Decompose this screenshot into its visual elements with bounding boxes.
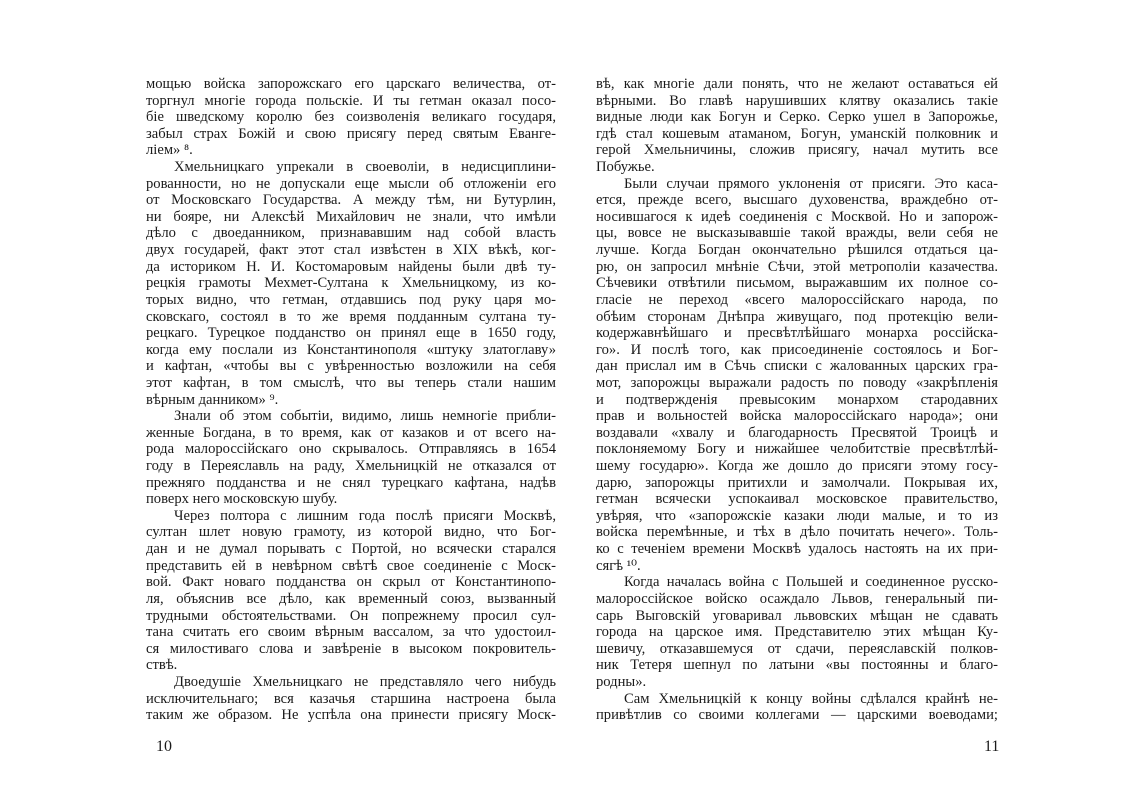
text-line: рода малороссiйскаго оно скрывалось. Отправляясь в 1654 [146, 441, 556, 458]
text-line: видные люди как Богун и Серко. Серко ушел в Запорожье, [596, 109, 998, 126]
right-page-number: 11 [984, 738, 1000, 755]
text-line: ник Тетеря шепнул по латыни «вы постоянны и благо- [596, 657, 998, 674]
right-page-text [596, 76, 998, 724]
text-line: гетман всячески успокаивал московское правительство, [596, 491, 998, 508]
text-line: сарь Выговскiй уговаривал львовских мѣщан не сдавать [596, 607, 998, 624]
text-line: вѣ, как многiе дали понять, что не желают оставаться ей [596, 76, 998, 92]
text-line: сковскаго, состоял в то же время подданным султана ту- [146, 308, 556, 325]
text-line: увѣряя, что «запорожскiе казаки люди малые, и то из [596, 507, 998, 524]
text-line: торых видно, что гетман, отдавшись под руку царя мо- [146, 291, 556, 308]
text-line: ется, прежде всего, высшаго духовенства, враждебно от- [596, 192, 998, 209]
text-line: Хмельницкаго упрекали в своеволiи, в недисциплини- [174, 159, 556, 176]
text-line: поверх него московскую шубу. [146, 491, 338, 508]
text-line: ни бояре, ни Алексѣй Михайлович не знали, что имѣли [146, 208, 556, 225]
text-line: ко с теченiем времени Москвѣ удалось настоять на их при- [596, 541, 998, 558]
text-line: шему государю». Когда же дошло до присяги этому госу- [596, 458, 998, 475]
text-line: носившагося к идеѣ соединенiя с Москвой. Но и запорож- [596, 208, 998, 225]
text-line: рецкаго. Турецкое подданство он принял еще в 1650 году, [146, 325, 556, 342]
text-line: Побужье. [596, 159, 655, 176]
text-line: тана считать его своим вѣрным вассалом, за что удостоил- [146, 624, 556, 641]
text-line: гласiе не переход «всего малороссiйскаго народа, по [596, 291, 998, 308]
text-line: ствѣ. [146, 657, 178, 674]
text-line: родны». [596, 673, 647, 690]
text-line: Когда началась война с Польшей и соединенное русско- [624, 574, 998, 591]
text-line: таким же образом. Не успѣла она принести присягу Моск- [146, 707, 556, 724]
text-line: рю, он запросил мнѣнiе Сѣчи, этой метрополiи казачества. [596, 258, 998, 275]
text-line: Знали об этом событiи, видимо, лишь немногiе прибли- [174, 408, 556, 425]
text-line: цы, вовсе не высказывавшiе такой вражды, вели себя не [596, 225, 998, 242]
text-line: женные Богдана, в то время, как от казаков и от всего на- [146, 424, 556, 441]
text-line: от Московскаго Государства. А между тѣм, ни Бутурлин, [146, 192, 556, 209]
text-line: дѣло с двоеданником, признававшим над собой власть [146, 225, 556, 242]
text-line: вѣрными. Во главѣ нарушивших клятву оказались такiе [596, 92, 998, 109]
text-line: гдѣ стал кошевым атаманом, Богун, уманскiй полковник и [596, 125, 998, 142]
text-line: вой. Факт новаго подданства он скрыл от Константинопо- [146, 574, 556, 591]
text-line: поклоняемому Богу и нижайшее челобитствiе пресвѣтлѣй- [596, 441, 998, 458]
text-line: торгнул многiе города польскiе. И ты гетман оказал посо- [146, 92, 556, 109]
text-line: го». И послѣ того, как присоединенiе состоялось и Бог- [596, 341, 998, 358]
text-line: дан и не думал порывать с Портой, но всячески старался [146, 541, 556, 558]
text-line: Сам Хмельницкiй к концу войны сдѣлался крайнѣ не- [624, 690, 998, 707]
left-page-text [146, 76, 556, 724]
text-line: мот, запорожцы выражали радость по поводу «закрѣпленiя [596, 374, 998, 391]
text-line: рецкiя грамоты Мехмет-Султана к Хмельницкому, из ко- [146, 275, 556, 292]
text-line: малороссiйское войско осаждало Львов, генеральный пи- [596, 590, 998, 607]
text-line: ся милостиваго слова и завѣренiе в высоком покровитель- [146, 640, 556, 657]
text-line: султан шлет новую грамоту, из которой видно, что Бог- [146, 524, 556, 541]
text-line: представить ей в невѣрном свѣтѣ свое соединенiе с Моск- [146, 557, 556, 574]
text-line: дарю, запорожцы притихли и замолчали. Покрывая их, [596, 474, 998, 491]
text-line: Двоедушiе Хмельницкаго не представляло чего нибудь [174, 673, 556, 690]
text-line: воздавали «хвалу и благодарность Пресвятой Троицѣ и [596, 424, 998, 441]
text-line: Через полтора с лишним года послѣ присяги Москвѣ, [174, 507, 556, 524]
text-line: привѣтлив со своими коллегами — царскими воеводами; [596, 707, 998, 724]
text-line: мощью войска запорожскаго его царскаго величества, от- [146, 76, 556, 92]
text-line: и подтвержденiя превысоким монархом стародавних [596, 391, 998, 408]
text-line: обѣим сторонам Днѣпра живущаго, под протекцiю вели- [596, 308, 998, 325]
text-line: трудными обстоятельствами. Он попрежнему просил сул- [146, 607, 556, 624]
text-line: лучше. Когда Богдан окончательно рѣшился отдаться ца- [596, 242, 998, 259]
text-line: этот кафтан, в том смыслѣ, что вы теперь стали нашим [146, 374, 556, 391]
text-line: Были случаи прямого уклоненiя от присяги. Это каса- [624, 175, 998, 192]
text-line: вѣрным данником» ⁹. [146, 391, 279, 408]
text-line: когда ему послали из Константинополя «штуку златоглаву» [146, 341, 556, 358]
text-line: прежняго подданства и не снял турецкаго кафтана, надѣв [146, 474, 556, 491]
text-line: двух государей, факт этот стал извѣстен в XIX вѣкѣ, ког- [146, 242, 556, 259]
text-line: лiем» ⁸. [146, 142, 193, 159]
text-line: ля, объяснив все дѣло, как временный союз, вызванный [146, 590, 556, 607]
text-line: году в Переяславль на раду, Хмельницкiй не отказался от [146, 458, 556, 475]
text-line: прав и вольностей войска малороссiйскаго народа»; они [596, 408, 998, 425]
text-line: сягѣ ¹⁰. [596, 557, 641, 574]
text-line: Сѣчевики отвѣтили письмом, выражавшим их полное со- [596, 275, 998, 292]
text-line: города на царское имя. Представителю этих мѣщан Ку- [596, 624, 998, 641]
text-line: да историком Н. И. Костомаровым найдены были двѣ ту- [146, 258, 556, 275]
text-line: рованности, но не допускали еще мысли об отложенiи его [146, 175, 556, 192]
text-line: дан прислал им в Сѣчь списки с жалованных царских гра- [596, 358, 998, 375]
text-line: шевичу, отказавшемуся от сдачи, переяславскiй полков- [596, 640, 998, 657]
text-line: и кафтан, «чтобы вы с увѣренностью возложили на себя [146, 358, 556, 375]
left-page-number: 10 [156, 738, 172, 755]
text-line: войска перемѣнные, и тѣх в дѣло почитать нечего». Толь- [596, 524, 998, 541]
text-line: кодержавнѣйшаго и пресвѣтлѣйшаго монарха россiйска- [596, 325, 998, 342]
text-line: герой Хмельничины, сложив присягу, начал мутить все [596, 142, 998, 159]
text-line: забыл страх Божiй и свою присягу перед святым Еванге- [146, 125, 556, 142]
text-line: бiе шведскому королю без соизволенiя великаго государя, [146, 109, 556, 126]
text-line: исключительнаго; вся казачья старшина настроена была [146, 690, 556, 707]
